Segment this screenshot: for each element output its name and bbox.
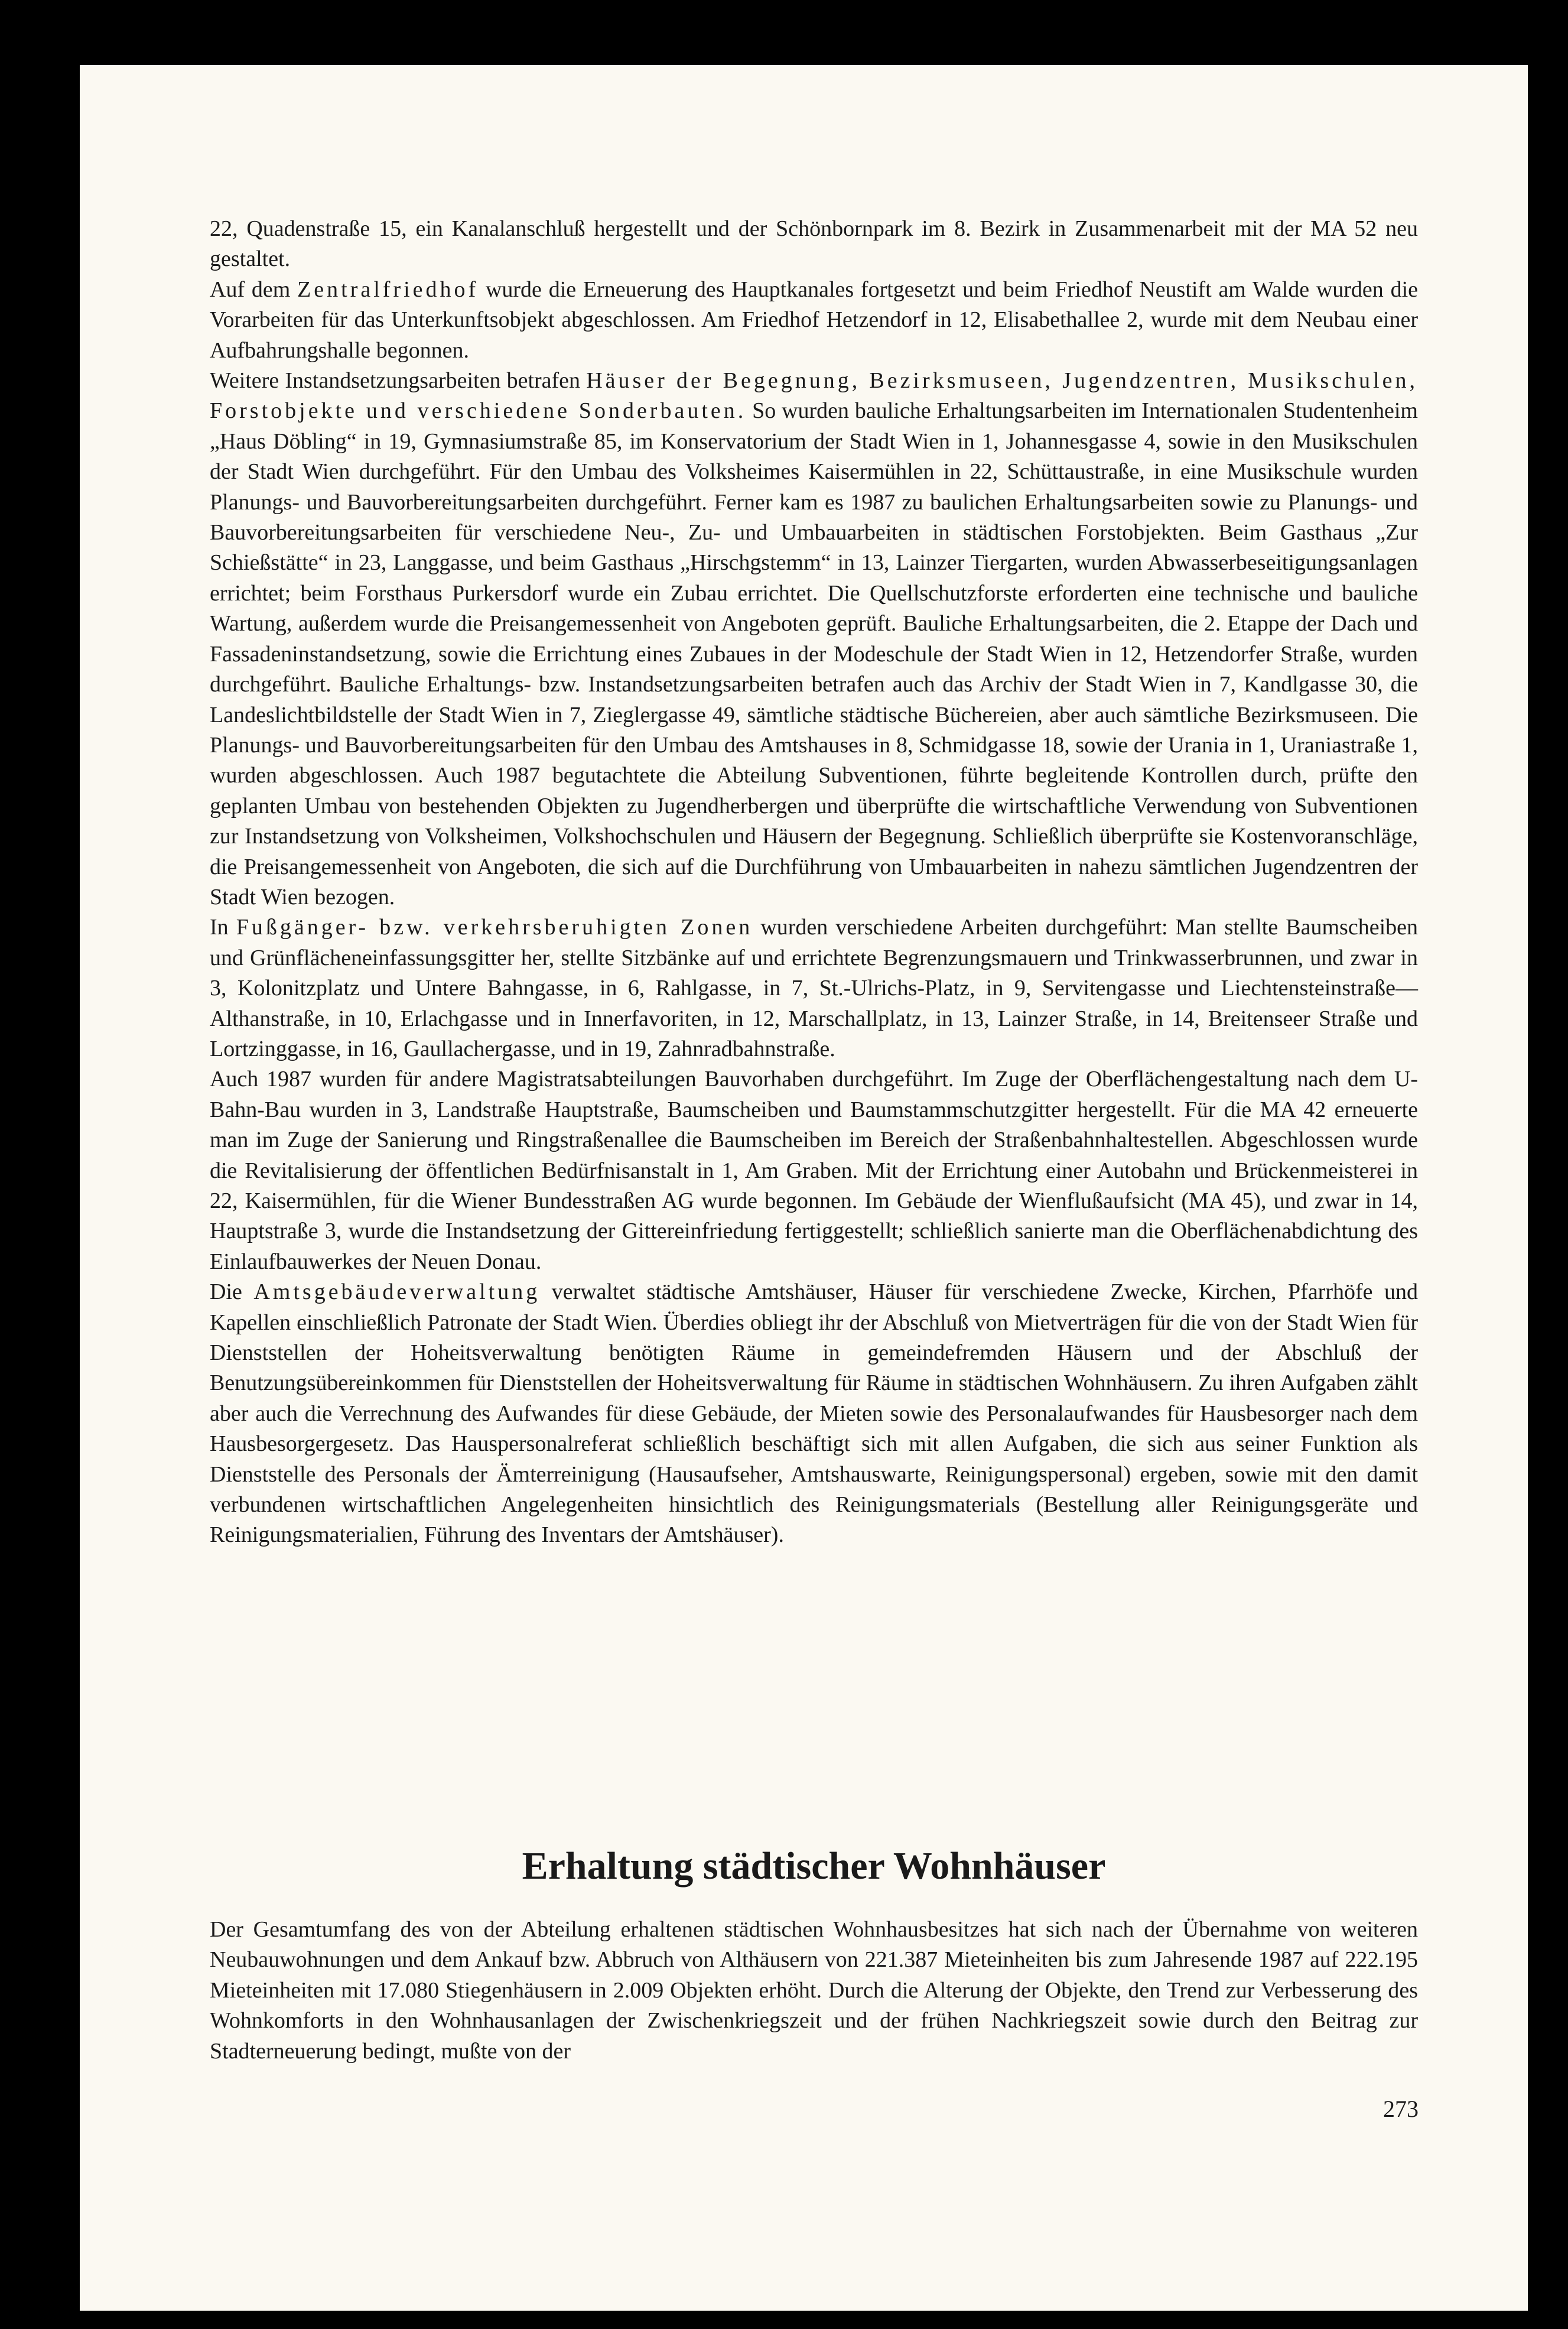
emphasized-term: Zentralfriedhof	[297, 277, 479, 302]
closing-text	[210, 1915, 1418, 2067]
body-text	[210, 214, 1418, 1551]
paragraph-text: So wurden bauliche Erhaltungsarbeiten im Internationalen Studentenheim „Haus Döbling“ in 19, Gymnasiumstraße 85, im Konservatorium der Stadt Wien in 1, Johannesgasse 4, sowie in den Musikschulen der Stadt Wien durchgeführt. Für den Umbau des Volksheimes Kaisermühlen in 22, Schüttaustraße, in eine Musikschule wurden Planungs- und Bauvorbereitungsarbeiten durchgeführt. Ferner kam es 1987 zu baulichen Erhaltungsarbeiten sowie zu Planungs- und Bauvorbereitungsarbeiten für verschiedene Neu-, Zu- und Umbauarbeiten in städtischen Forstobjekten. Beim Gasthaus „Zur Schießstätte“ in 23, Langgasse, und beim Gasthaus „Hirschgstemm“ in 13, Lainzer Tiergarten, wurden Abwasserbeseitigungsanlagen errichtet; beim Forsthaus Purkersdorf wurde ein Zubau errichtet. Die Quellschutzforste erforderten eine technische und bauliche Wartung, außerdem wurde die Preisangemessenheit von Angeboten geprüft. Bauliche Erhaltungsarbeiten, die 2. Etappe der Dach und Fassadeninstandsetzung, sowie die Errichtung eines Zubaues in der Modeschule der Stadt Wien in 12, Hetzendorfer Straße, wurden durchgeführt. Bauliche Erhaltungs- bzw. Instandsetzungsarbeiten betrafen auch das Archiv der Stadt Wien in 7, Kandlgasse 30, die Landeslichtbildstelle der Stadt Wien in 7, Zieglergasse 49, sämtliche städtische Büchereien, aber auch sämtliche Bezirksmuseen. Die Planungs- und Bauvorbereitungsarbeiten für den Umbau des Amtshauses in 8, Schmidgasse 18, sowie der Urania in 1, Uraniastraße 1, wurden abgeschlossen. Auch 1987 begutachtete die Abteilung Subventionen, führte begleitende Kontrollen durch, prüfte den geplanten Umbau von bestehenden Objekten zu Jugendherbergen und überprüfte die wirtschaftliche Verwendung von Subventionen zur Instandsetzung von Volksheimen, Volkshochschulen und Häusern der Begegnung. Schließlich überprüfte sie Kostenvoranschläge, die Preisangemessenheit von Angeboten, die sich auf die Durchführung von Umbauarbeiten in nahezu sämtlichen Jugendzentren der Stadt Wien bezogen.	[210, 398, 1418, 909]
paragraph-text: verwaltet städtische Amtshäuser, Häuser für verschiedene Zwecke, Kirchen, Pfarrhöfe und Kapellen einschließlich Patronate der Stadt Wien. Überdies obliegt ihr der Abschluß von Mietverträgen für die von der Stadt Wien für Dienststellen der Hoheitsverwaltung benötigten Räume in gemeindefremden Häusern und der Abschluß der Benutzungsübereinkommen für Dienststellen der Hoheitsverwaltung für Räume in städtischen Wohnhäusern. Zu ihren Aufgaben zählt aber auch die Verrechnung des Aufwandes für diese Gebäude, der Mieten sowie des Personalaufwandes für Hausbesorger nach dem Hausbesorgergesetz. Das Hauspersonalreferat schließlich beschäftigt sich mit allen Aufgaben, die sich aus seiner Funktion als Dienststelle des Personals der Ämterreinigung (Hausaufseher, Amtshauswarte, Reinigungspersonal) ergeben, sowie mit den damit verbundenen wirtschaftlichen Angelegenheiten hinsichtlich des Reinigungsmaterials (Bestellung aller Reinigungsgeräte und Reinigungsmaterialien, Führung des Inventars der Amtshäuser).	[210, 1279, 1418, 1548]
paragraph	[210, 214, 1418, 275]
emphasized-term: Häuser der Begegnung, Bezirksmuseen, Jugendzentren, Musikschulen, Forstobjekte und verschiedene Sonderbauten.	[210, 368, 1418, 424]
paragraph	[210, 366, 1418, 912]
paragraph	[210, 912, 1418, 1064]
paragraph	[210, 1277, 1418, 1551]
closing-paragraph: Der Gesamtumfang des von der Abteilung erhaltenen städtischen Wohnhausbesitzes hat sich nach der Übernahme von weiteren Neubauwohnungen und dem Ankauf bzw. Abbruch von Althäusern von 221.387 Mieteinheiten bis zum Jahresende 1987 auf 222.195 Mieteinheiten mit 17.080 Stiegenhäusern in 2.009 Objekten erhöht. Durch die Alterung der Objekte, den Trend zur Verbesserung des Wohnkomforts in den Wohnhausanlagen der Zwischenkriegszeit und der frühen Nachkriegszeit sowie durch den Beitrag zur Stadterneuerung bedingt, mußte von der	[210, 1917, 1418, 2064]
paragraph-text: 22, Quadenstraße 15, ein Kanalanschluß hergestellt und der Schönbornpark im 8. Bezirk in Zusammenarbeit mit der MA 52 neu gestaltet.	[210, 216, 1418, 272]
paragraph-text: Auf dem	[210, 277, 298, 302]
section-heading: Erhaltung städtischer Wohnhäuser	[522, 1844, 1106, 1888]
document-page	[80, 65, 1528, 2311]
paragraph	[210, 1064, 1418, 1277]
paragraph-text: Auch 1987 wurden für andere Magistratsabteilungen Bauvorhaben durchgeführt. Im Zuge der Oberflächengestaltung nach dem U-Bahn-Bau wurden in 3, Landstraße Hauptstraße, Baumscheiben und Baumstammschutzgitter hergestellt. Für die MA 42 erneuerte man im Zuge der Sanierung und Ringstraßenallee die Baumscheiben im Bereich der Straßenbahnhaltestellen. Abgeschlossen wurde die Revitalisierung der öffentlichen Bedürfnisanstalt in 1, Am Graben. Mit der Errichtung einer Autobahn und Brückenmeisterei in 22, Kaisermühlen, für die Wiener Bundesstraßen AG wurde begonnen. Im Gebäude der Wienflußaufsicht (MA 45), und zwar in 14, Hauptstraße 3, wurde die Instandsetzung der Gittereinfriedung fertiggestellt; schließlich sanierte man die Oberflächenabdichtung des Einlaufbauwerkes der Neuen Donau.	[210, 1067, 1418, 1274]
paragraph-text: wurden verschiedene Arbeiten durchgeführt: Man stellte Baumscheiben und Grünflächeneinfassungsgitter her, stellte Sitzbänke auf und errichtete Begrenzungsmauern und Trinkwasserbrunnen, und zwar in 3, Kolonitzplatz und Untere Bahngasse, in 6, Rahlgasse, in 7, St.-Ulrichs-Platz, in 9, Servitengasse und Liechtensteinstraße—Althanstraße, in 10, Erlachgasse und in Innerfavoriten, in 12, Marschallplatz, in 13, Lainzer Straße, in 14, Breitenseer Straße und Lortzinggasse, in 16, Gaullachergasse, und in 19, Zahnradbahnstraße.	[210, 915, 1419, 1061]
emphasized-term: Amtsgebäudeverwaltung	[253, 1279, 541, 1305]
page-number: 273	[1383, 2096, 1419, 2122]
emphasized-term: Fußgänger- bzw. verkehrsberuhigten Zonen	[236, 915, 753, 940]
paragraph-text: Die	[210, 1279, 254, 1305]
paragraph	[210, 275, 1418, 366]
paragraph-text: Weitere Instandsetzungsarbeiten betrafen	[210, 368, 587, 394]
paragraph-text: In	[210, 915, 236, 940]
paragraph-text: wurde die Erneuerung des Hauptkanales fortgesetzt und beim Friedhof Neustift am Walde wurden die Vorarbeiten für das Unterkunftsobjekt abgeschlossen. Am Friedhof Hetzendorf in 12, Elisabethallee 2, wurde mit dem Neubau einer Aufbahrungshalle begonnen.	[210, 277, 1418, 363]
